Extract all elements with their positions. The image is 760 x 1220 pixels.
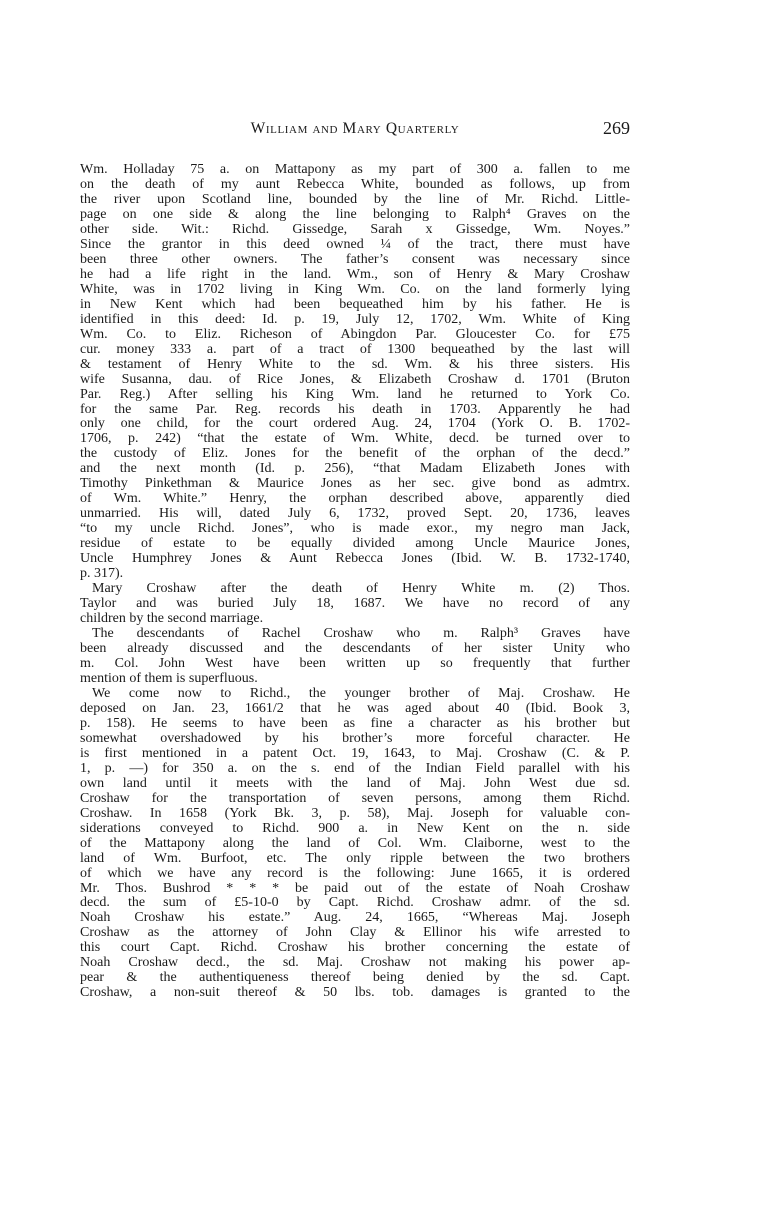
text-line: cur. money 333 a. part of a tract of 1300 bequeathed by the last will [80,341,630,357]
text-line: Wm. Co. to Eliz. Richeson of Abingdon Par. Gloucester Co. for £75 [80,326,630,342]
text-line: wife Susanna, dau. of Rice Jones, & Elizabeth Croshaw d. 1701 (Bruton [80,371,630,387]
text-line: p. 317). [80,566,124,582]
text-line: children by the second marriage. [80,611,264,627]
body-text [80,162,630,1000]
text-line: unmarried. His will, dated July 6, 1732, proved Sept. 20, 1736, leaves [80,506,630,522]
text-line: other side. Wit.: Richd. Gissedge, Sarah x Gissedge, Wm. Noyes.” [80,221,630,237]
text-line: and the next month (Id. p. 256), “that Madam Elizabeth Jones with [80,461,630,477]
text-line: the custody of Eliz. Jones for the benefit of the orphan of the decd.” [80,446,630,462]
text-line: White, was in 1702 living in King Wm. Co. on the land formerly lying [80,281,630,297]
text-line: deposed on Jan. 23, 1661/2 that he was aged about 40 (Ibid. Book 3, [80,700,630,716]
running-title: William and Mary Quarterly [250,120,460,137]
text-line: the river upon Scotland line, bounded by the line of Mr. Richd. Little- [80,191,630,207]
text-line: been already discussed and the descendants of her sister Unity who [80,641,630,656]
text-line: identified in this deed: Id. p. 19, July 12, 1702, Wm. White of King [80,311,630,327]
text-line: he had a life right in the land. Wm., son of Henry & Mary Croshaw [80,266,630,282]
page [80,0,630,1220]
text-line: Par. Reg.) After selling his King Wm. land he returned to York Co. [80,386,630,402]
text-line: Taylor and was buried July 18, 1687. We have no record of any [80,596,630,612]
text-line: of which we have any record is the following: June 1665, it is ordered [80,865,630,881]
text-line: land of Wm. Burfoot, etc. The only ripple between the two brothers [80,850,630,866]
text-line: Noah Croshaw his estate.” Aug. 24, 1665, “Whereas Maj. Joseph [80,910,630,926]
text-line: 1, p. —) for 350 a. on the s. end of the Indian Field parallel with his [80,760,630,776]
text-line: Timothy Pinkethman & Maurice Jones as her sec. give bond as admtrx. [80,476,630,492]
text-line: Noah Croshaw decd., the sd. Maj. Croshaw not making his power ap- [80,955,630,971]
text-line: in New Kent which had been bequeathed him by his father. He is [80,296,630,312]
text-line: Mr. Thos. Bushrod * * * be paid out of the estate of Noah Croshaw [80,880,630,896]
text-line: own land until it meets with the land of Maj. John West due sd. [80,775,630,791]
text-line: Uncle Humphrey Jones & Aunt Rebecca Jones (Ibid. W. B. 1732-1740, [80,551,630,567]
text-line: The descendants of Rachel Croshaw who m. Ralph³ Graves have [92,626,630,642]
text-line: “to my uncle Richd. Jones”, who is made exor., my negro man Jack, [80,521,630,537]
text-line: residue of estate to be equally divided among Uncle Maurice Jones, [80,536,630,552]
text-line: been three other owners. The father’s consent was necessary since [80,251,630,267]
text-line: this court Capt. Richd. Croshaw his brother concerning the estate of [80,940,630,956]
text-line: Croshaw, a non-suit thereof & 50 lbs. tob. damages is granted to the [80,985,630,1001]
text-line: p. 158). He seems to have been as fine a character as his brother but [80,715,630,731]
text-line: only one child, for the court ordered Aug. 24, 1704 (York O. B. 1702- [80,416,630,432]
text-line: Croshaw for the transportation of seven persons, among them Richd. [80,790,630,806]
page-number: 269 [603,118,630,138]
text-line: page on one side & along the line belonging to Ralph⁴ Graves on the [80,206,630,222]
text-line: on the death of my aunt Rebecca White, bounded as follows, up from [80,176,630,192]
text-line: Croshaw as the attorney of John Clay & Ellinor his wife arrested to [80,925,630,941]
text-line: somewhat overshadowed by his brother’s more forceful character. He [80,730,630,746]
text-line: pear & the authentiqueness thereof being denied by the sd. Capt. [80,970,630,986]
text-line: m. Col. John West have been written up so frequently that further [80,655,630,671]
text-line: siderations conveyed to Richd. 900 a. in New Kent on the n. side [80,820,630,836]
text-line: is first mentioned in a patent Oct. 19, 1643, to Maj. Croshaw (C. & P. [80,745,630,761]
text-line: of Wm. White.” Henry, the orphan described above, apparently died [80,491,630,507]
text-line: Croshaw. In 1658 (York Bk. 3, p. 58), Maj. Joseph for valuable con- [80,805,630,821]
text-line: 1706, p. 242) “that the estate of Wm. White, decd. be turned over to [80,431,630,447]
text-line: for the same Par. Reg. records his death in 1703. Apparently he had [80,401,630,417]
text-line: of the Mattapony along the land of Col. Wm. Claiborne, west to the [80,835,630,851]
text-line: mention of them is superfluous. [80,670,258,686]
text-line: We come now to Richd., the younger brother of Maj. Croshaw. He [92,685,630,701]
text-line: decd. the sum of £5-10-0 by Capt. Richd. Croshaw admr. of the sd. [80,895,630,911]
text-line: Since the grantor in this deed owned ¼ of the tract, there must have [80,236,630,252]
text-line: Mary Croshaw after the death of Henry White m. (2) Thos. [92,581,630,597]
page-header [80,118,630,146]
text-line: Wm. Holladay 75 a. on Mattapony as my part of 300 a. fallen to me [80,162,630,177]
text-line: & testament of Henry White to the sd. Wm. & his three sisters. His [80,356,630,372]
